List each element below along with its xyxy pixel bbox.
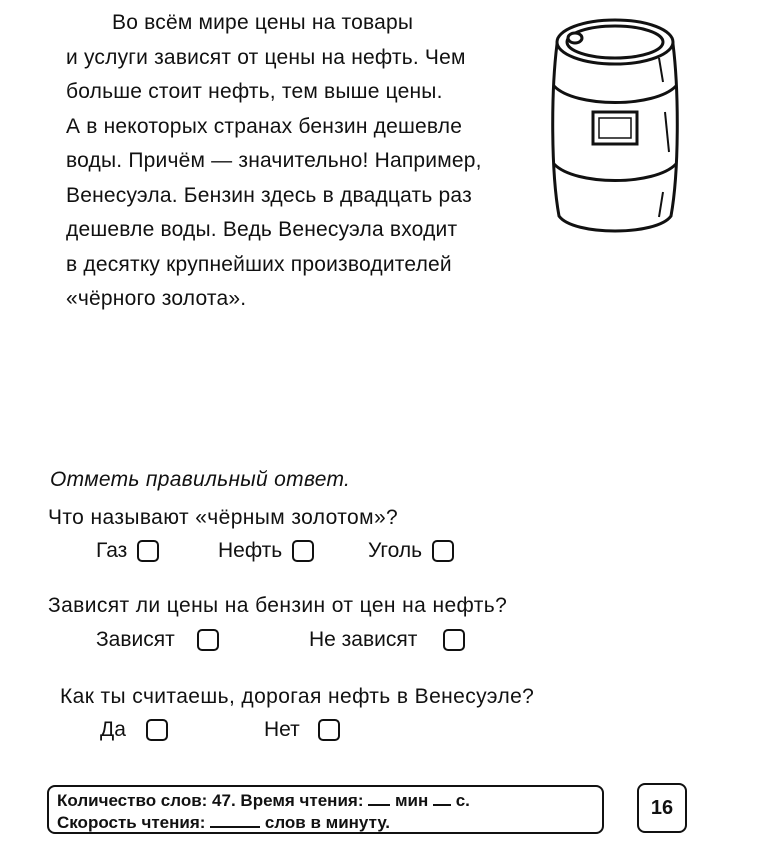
- question-2: Зависят ли цены на бензин от цен на нефть?: [48, 594, 508, 617]
- seconds-label: с.: [455, 791, 470, 810]
- paragraph-line: больше стоит нефть, тем выше цены.: [66, 80, 443, 103]
- paragraph-line: дешевле воды. Ведь Венесуэла входит: [66, 218, 458, 241]
- page-number: 16: [637, 783, 687, 833]
- seconds-blank[interactable]: [433, 789, 451, 806]
- reading-speed-line: [57, 811, 390, 833]
- option-no: [264, 718, 340, 742]
- answer-checkbox[interactable]: [443, 629, 465, 651]
- question-1: Что называют «чёрным золотом»?: [48, 506, 399, 529]
- paragraph-line: Во всём мире цены на товары: [112, 11, 414, 34]
- option-label: Да: [100, 718, 126, 741]
- option-label: Уголь: [368, 539, 423, 562]
- option-label: Зависят: [96, 628, 175, 651]
- oil-barrel-icon: [545, 12, 685, 242]
- speed-unit: слов в минуту.: [264, 813, 391, 832]
- minutes-blank[interactable]: [368, 789, 390, 806]
- option-not-depends: [309, 628, 465, 652]
- paragraph-line: А в некоторых странах бензин дешевле: [66, 114, 463, 138]
- reading-stats-box: [47, 785, 604, 834]
- answer-checkbox[interactable]: [137, 540, 159, 562]
- speed-label: Скорость чтения:: [57, 813, 206, 832]
- speed-blank[interactable]: [210, 811, 260, 828]
- reading-time-line: [57, 789, 470, 811]
- answer-checkbox[interactable]: [318, 719, 340, 741]
- option-label: Газ: [96, 539, 128, 562]
- answer-checkbox[interactable]: [146, 719, 168, 741]
- option-label: Нефть: [218, 539, 283, 562]
- option-label: Нет: [264, 718, 300, 741]
- option-yes: [100, 718, 168, 742]
- minutes-label: мин: [394, 791, 429, 810]
- paragraph-line: воды. Причём — значительно! Например,: [66, 149, 482, 172]
- reading-time-label: Время чтения:: [240, 791, 364, 810]
- option-coal: [368, 539, 454, 563]
- instruction: Отметь правильный ответ.: [50, 468, 351, 491]
- answer-checkbox[interactable]: [432, 540, 454, 562]
- question-3: Как ты считаешь, дорогая нефть в Венесуэле?: [60, 685, 535, 708]
- option-oil: [218, 539, 314, 563]
- reading-paragraph: [66, 6, 536, 317]
- option-label: Не зависят: [309, 628, 418, 651]
- paragraph-line: в десятку крупнейших производителей: [66, 252, 452, 276]
- answer-checkbox[interactable]: [292, 540, 314, 562]
- option-gas: [96, 539, 159, 563]
- paragraph-line: «чёрного золота».: [66, 287, 247, 310]
- paragraph-line: и услуги зависят от цены на нефть. Чем: [66, 45, 466, 69]
- word-count-label: Количество слов: 47.: [57, 791, 236, 810]
- option-depends: [96, 628, 219, 652]
- paragraph-line: Венесуэла. Бензин здесь в двадцать раз: [66, 183, 472, 207]
- answer-checkbox[interactable]: [197, 629, 219, 651]
